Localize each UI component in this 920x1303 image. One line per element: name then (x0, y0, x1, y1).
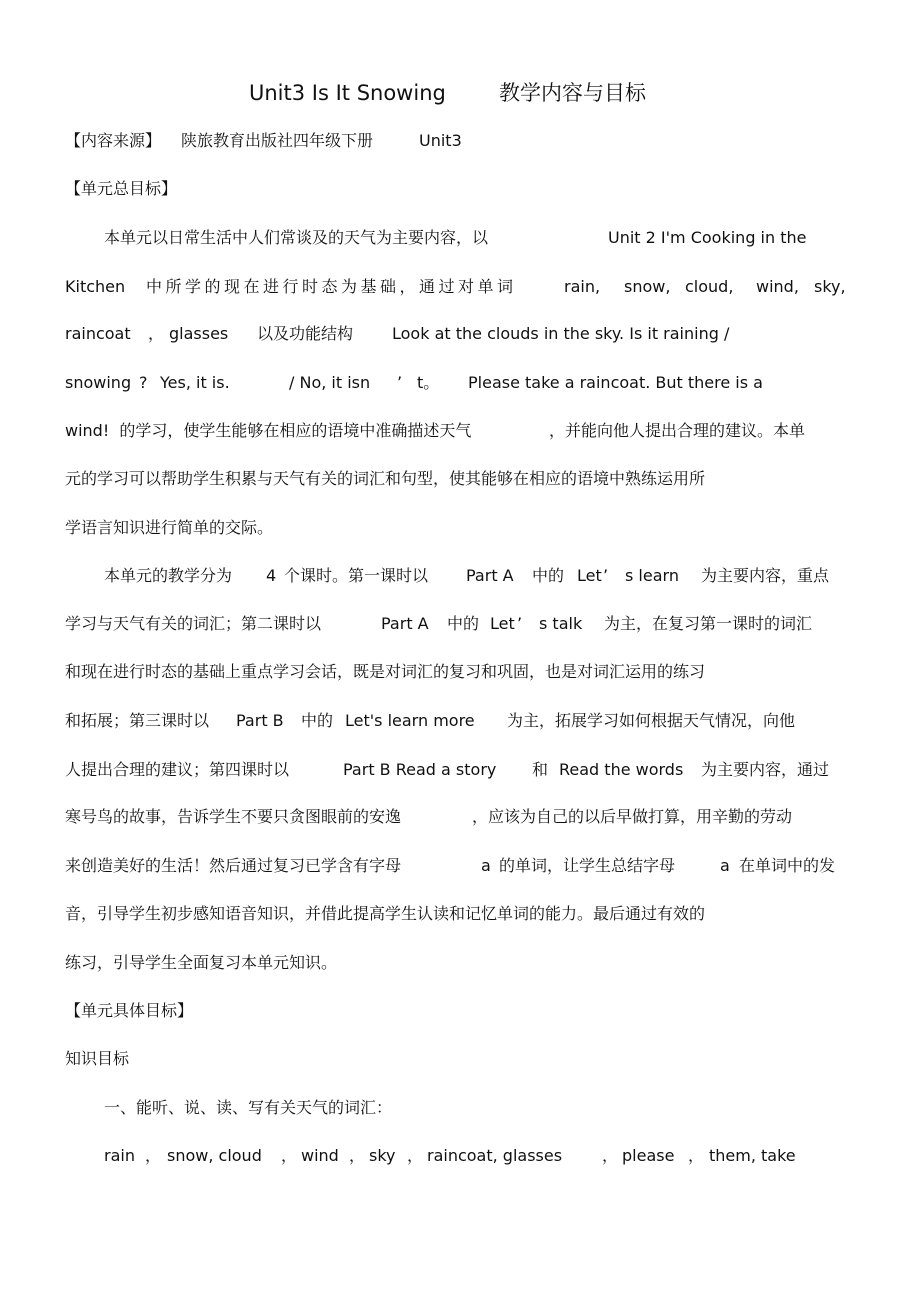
para2-text: Let (577, 566, 602, 585)
para2-text: 寒号鸟的故事，告诉学生不要只贪图眼前的安逸 (65, 807, 402, 826)
para1-text: Kitchen (65, 277, 126, 296)
para1-text: ’ (397, 373, 403, 392)
para2-text: 4 (266, 566, 277, 585)
para2-text: Let's learn more (345, 711, 475, 730)
para2-text: Let (490, 614, 515, 633)
source-unit: Unit3 (419, 131, 462, 150)
para2-text: 本单元的教学分为 (104, 566, 233, 585)
para2-text: 人提出合理的建议；第四课时以 (65, 760, 290, 779)
vocab-separator: ， (349, 1146, 366, 1165)
para2-text: ’ (517, 614, 523, 633)
source-text: 陕旅教育出版社四年级下册 (181, 131, 374, 150)
para1-text: 中所学的现在进行时态为基础，通过对单词 (146, 277, 517, 296)
para1-text: t。 (417, 373, 440, 392)
para2-text: Part B Read a story (343, 760, 497, 779)
para2-text: 中的 (532, 566, 565, 585)
vocab-separator: ， (688, 1146, 705, 1165)
para2-text: 中的 (301, 711, 334, 730)
para2-text: Part A (381, 614, 429, 633)
para1-text: snowing (65, 373, 132, 392)
para1-text: 学语言知识进行简单的交际。 (65, 518, 274, 537)
para1-text: ， (148, 324, 165, 343)
para2-text: 练习，引导学生全面复习本单元知识。 (65, 953, 338, 972)
para2-text: 和现在进行时态的基础上重点学习会话，既是对词汇的复习和巩固，也是对词汇运用的练习 (65, 662, 706, 681)
para1-text: Unit 2 I'm Cooking in the (608, 228, 807, 247)
subheading-knowledge: 知识目标 (65, 1049, 130, 1068)
para2-text: Part B (236, 711, 284, 730)
para2-text: 的单词，让学生总结字母 (499, 856, 676, 875)
para2-text: s talk (539, 614, 583, 633)
vocab-word: wind (301, 1146, 339, 1165)
para1-text: ，并能向他人提出合理的建议。本单 (549, 421, 806, 440)
section-heading-specific-goals: 【单元具体目标】 (65, 1001, 194, 1020)
para1-text: snow, (624, 277, 671, 296)
para1-text: 以及功能结构 (257, 324, 354, 343)
para1-text: wind, (756, 277, 799, 296)
vocab-separator: ， (145, 1146, 162, 1165)
para1-text: cloud, (685, 277, 734, 296)
doc-title-en: Unit3 Is It Snowing (249, 81, 446, 105)
vocab-separator: ， (602, 1146, 619, 1165)
vocab-separator: ， (407, 1146, 424, 1165)
para1-text: raincoat (65, 324, 131, 343)
list-item: 一、能听、说、读、写有关天气的词汇： (104, 1098, 393, 1117)
para1-text: sky, (814, 277, 846, 296)
para1-text: ? (139, 373, 148, 392)
para1-text: 本单元以日常生活中人们常谈及的天气为主要内容，以 (104, 228, 489, 247)
para2-text: ，应该为自己的以后早做打算，用辛勤的劳动 (472, 807, 793, 826)
para2-text: 音，引导学生初步感知语音知识，并借此提高学生认读和记忆单词的能力。最后通过有效的 (65, 904, 706, 923)
para2-text: 中的 (447, 614, 480, 633)
para2-text: 学习与天气有关的词汇；第二课时以 (65, 614, 322, 633)
para2-text: a (481, 856, 491, 875)
para2-text: Part A (466, 566, 514, 585)
para2-text: ’ (603, 566, 609, 585)
para2-text: 为主，在复习第一课时的词汇 (604, 614, 813, 633)
para2-text: 在单词中的发 (739, 856, 836, 875)
para2-text: 个课时。第一课时以 (284, 566, 429, 585)
para2-text: Read the words (559, 760, 684, 779)
para2-text: 和 (532, 760, 549, 779)
para2-text: s learn (625, 566, 679, 585)
para1-text: wind! 的学习，使学生能够在相应的语境中准确描述天气 (65, 421, 472, 440)
para1-text: / No, it isn (289, 373, 371, 392)
para1-text: Please take a raincoat. But there is a (468, 373, 763, 392)
vocab-word: please (622, 1146, 675, 1165)
para1-text: Yes, it is. (160, 373, 230, 392)
doc-title-cn: 教学内容与目标 (499, 81, 646, 105)
vocab-word: rain (104, 1146, 135, 1165)
para1-text: Look at the clouds in the sky. Is it raining / (392, 324, 730, 343)
vocab-separator: ， (281, 1146, 298, 1165)
para2-text: a (720, 856, 730, 875)
para1-text: glasses (169, 324, 229, 343)
para1-text: rain, (564, 277, 601, 296)
vocab-word: snow, cloud (167, 1146, 262, 1165)
para2-text: 来创造美好的生活！然后通过复习已学含有字母 (65, 856, 402, 875)
para2-text: 为主要内容，通过 (701, 760, 830, 779)
source-label: 【内容来源】 (65, 131, 162, 150)
section-heading-unit-goal: 【单元总目标】 (65, 179, 178, 198)
para2-text: 为主要内容，重点 (701, 566, 830, 585)
para2-text: 为主，拓展学习如何根据天气情况，向他 (507, 711, 796, 730)
vocab-word: sky (369, 1146, 396, 1165)
para1-text: 元的学习可以帮助学生积累与天气有关的词汇和句型，使其能够在相应的语境中熟练运用所 (65, 469, 706, 488)
para2-text: 和拓展；第三课时以 (65, 711, 210, 730)
vocab-word: raincoat, glasses (427, 1146, 563, 1165)
vocab-word: them, take (709, 1146, 796, 1165)
